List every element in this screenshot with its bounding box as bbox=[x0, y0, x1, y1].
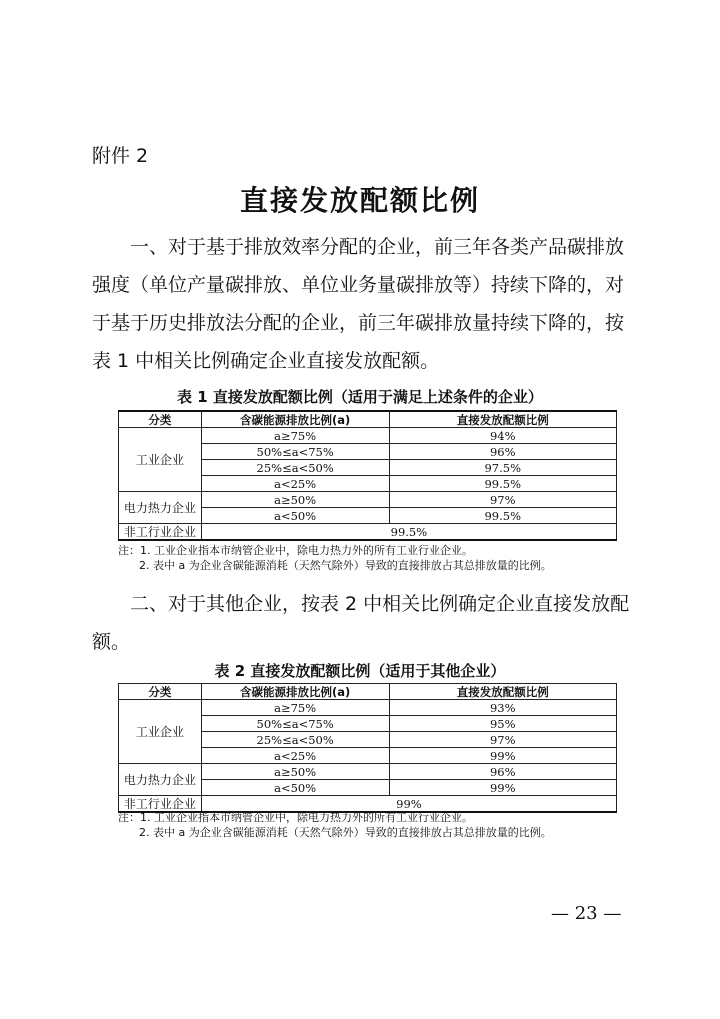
paragraph-line: 于基于历史排放法分配的企业，前三年碳排放量持续下降的，按 bbox=[92, 312, 625, 334]
quota-cell: 99.5% bbox=[389, 476, 617, 492]
table2-notes bbox=[118, 810, 552, 840]
column-header: 分类 bbox=[119, 684, 202, 700]
paragraph-line: 一、对于基于排放效率分配的企业，前三年各类产品碳排放 bbox=[130, 236, 625, 258]
quota-cell: 97% bbox=[389, 492, 617, 508]
table-row bbox=[119, 764, 617, 780]
ratio-cell: 25%≤a<50% bbox=[201, 460, 389, 476]
page-title: 直接发放配额比例 bbox=[239, 184, 480, 217]
paragraph-2 bbox=[92, 585, 632, 661]
paragraph-line: 额。 bbox=[92, 631, 131, 653]
attachment-label: 附件 2 bbox=[92, 145, 149, 167]
ratio-cell: a<25% bbox=[201, 476, 389, 492]
quota-cell: 96% bbox=[389, 444, 617, 460]
quota-cell: 99% bbox=[389, 780, 616, 796]
ratio-cell: a<50% bbox=[201, 508, 389, 524]
ratio-cell: 50%≤a<75% bbox=[201, 716, 389, 732]
ratio-cell: a≥50% bbox=[201, 764, 389, 780]
table1-notes bbox=[118, 543, 552, 573]
quota-cell: 99% bbox=[201, 796, 616, 813]
note-line: 2. 表中 a 为企业含碳能源消耗（天然气除外）导致的直接排放占其总排放量的比例。 bbox=[139, 826, 552, 839]
paragraph-line: 表 1 中相关比例确定企业直接发放配额。 bbox=[92, 350, 440, 372]
category-cell: 非工行业企业 bbox=[119, 796, 202, 813]
ratio-cell: a≥75% bbox=[201, 700, 389, 716]
quota-cell: 96% bbox=[389, 764, 616, 780]
table-header-row bbox=[119, 411, 617, 428]
category-cell: 工业企业 bbox=[119, 428, 202, 492]
ratio-cell: 50%≤a<75% bbox=[201, 444, 389, 460]
paragraph-line: 强度（单位产量碳排放、单位业务量碳排放等）持续下降的，对 bbox=[92, 274, 625, 296]
column-header: 直接发放配额比例 bbox=[389, 684, 616, 700]
category-cell: 工业企业 bbox=[119, 700, 202, 764]
table1-caption: 表 1 直接发放配额比例（适用于满足上述条件的企业） bbox=[177, 388, 543, 406]
ratio-cell: 25%≤a<50% bbox=[201, 732, 389, 748]
column-header: 含碳能源排放比例(a) bbox=[201, 684, 389, 700]
ratio-cell: a≥75% bbox=[201, 428, 389, 444]
category-cell: 非工行业企业 bbox=[119, 524, 202, 541]
column-header: 直接发放配额比例 bbox=[389, 411, 617, 428]
quota-cell: 97% bbox=[389, 732, 616, 748]
quota-cell: 93% bbox=[389, 700, 616, 716]
note-line: 注：1. 工业企业指本市纳管企业中，除电力热力外的所有工业行业企业。 bbox=[118, 544, 473, 557]
table-header-row bbox=[119, 684, 617, 700]
paragraph-line: 二、对于其他企业，按表 2 中相关比例确定企业直接发放配 bbox=[130, 593, 630, 615]
page-number: — 23 — bbox=[551, 903, 622, 924]
category-cell: 电力热力企业 bbox=[119, 764, 202, 796]
quota-cell: 95% bbox=[389, 716, 616, 732]
table-row bbox=[119, 700, 617, 716]
table2 bbox=[118, 683, 617, 813]
note-line: 注：1. 工业企业指本市纳管企业中，除电力热力外的所有工业行业企业。 bbox=[118, 811, 473, 824]
quota-cell: 99% bbox=[389, 748, 616, 764]
category-cell: 电力热力企业 bbox=[119, 492, 202, 524]
column-header: 含碳能源排放比例(a) bbox=[201, 411, 389, 428]
table-row bbox=[119, 428, 617, 444]
table-row bbox=[119, 524, 617, 541]
table-row bbox=[119, 492, 617, 508]
note-line: 2. 表中 a 为企业含碳能源消耗（天然气除外）导致的直接排放占其总排放量的比例。 bbox=[139, 559, 552, 572]
quota-cell: 94% bbox=[389, 428, 617, 444]
quota-cell: 97.5% bbox=[389, 460, 617, 476]
table2-caption: 表 2 直接发放配额比例（适用于其他企业） bbox=[214, 662, 506, 680]
quota-cell: 99.5% bbox=[201, 524, 616, 541]
paragraph-1 bbox=[92, 228, 632, 380]
column-header: 分类 bbox=[119, 411, 202, 428]
ratio-cell: a≥50% bbox=[201, 492, 389, 508]
table1 bbox=[118, 410, 617, 541]
ratio-cell: a<50% bbox=[201, 780, 389, 796]
ratio-cell: a<25% bbox=[201, 748, 389, 764]
quota-cell: 99.5% bbox=[389, 508, 617, 524]
